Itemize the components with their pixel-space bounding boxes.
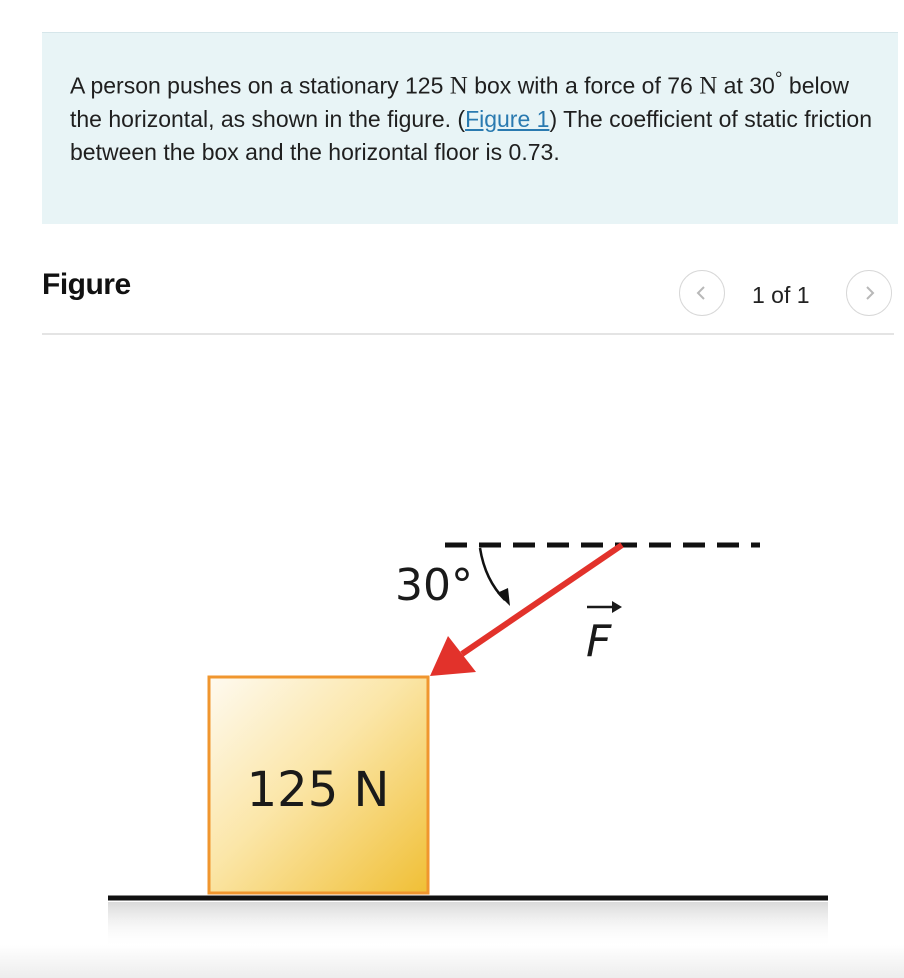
figure-link[interactable]: Figure 1 bbox=[465, 105, 550, 132]
figure-heading: Figure bbox=[42, 268, 131, 301]
bottom-fade bbox=[0, 945, 904, 978]
figure-page-indicator: 1 of 1 bbox=[752, 282, 810, 308]
problem-text-part: A person pushes on a stationary 125 bbox=[70, 72, 450, 99]
problem-text-part: at 30 bbox=[717, 72, 775, 99]
problem-text-part: below the horizontal, as shown in the figure. ( bbox=[70, 72, 849, 132]
force-arrowhead bbox=[430, 636, 476, 676]
problem-text-part: box with a force of 76 bbox=[467, 72, 700, 99]
force-label: F bbox=[586, 616, 612, 667]
floor-shadow bbox=[108, 902, 828, 948]
degree-symbol: ° bbox=[774, 69, 783, 90]
unit-newton: N bbox=[449, 72, 468, 100]
unit-newton: N bbox=[699, 72, 718, 100]
vector-arrowhead bbox=[612, 601, 622, 613]
box-weight-label: 125 N bbox=[246, 762, 390, 818]
problem-text-part: ) The coefficient of static friction between the box and the horizontal floor is 0.73. bbox=[70, 105, 873, 165]
angle-arc-arrowhead bbox=[497, 588, 510, 606]
angle-label: 30° bbox=[395, 560, 473, 611]
